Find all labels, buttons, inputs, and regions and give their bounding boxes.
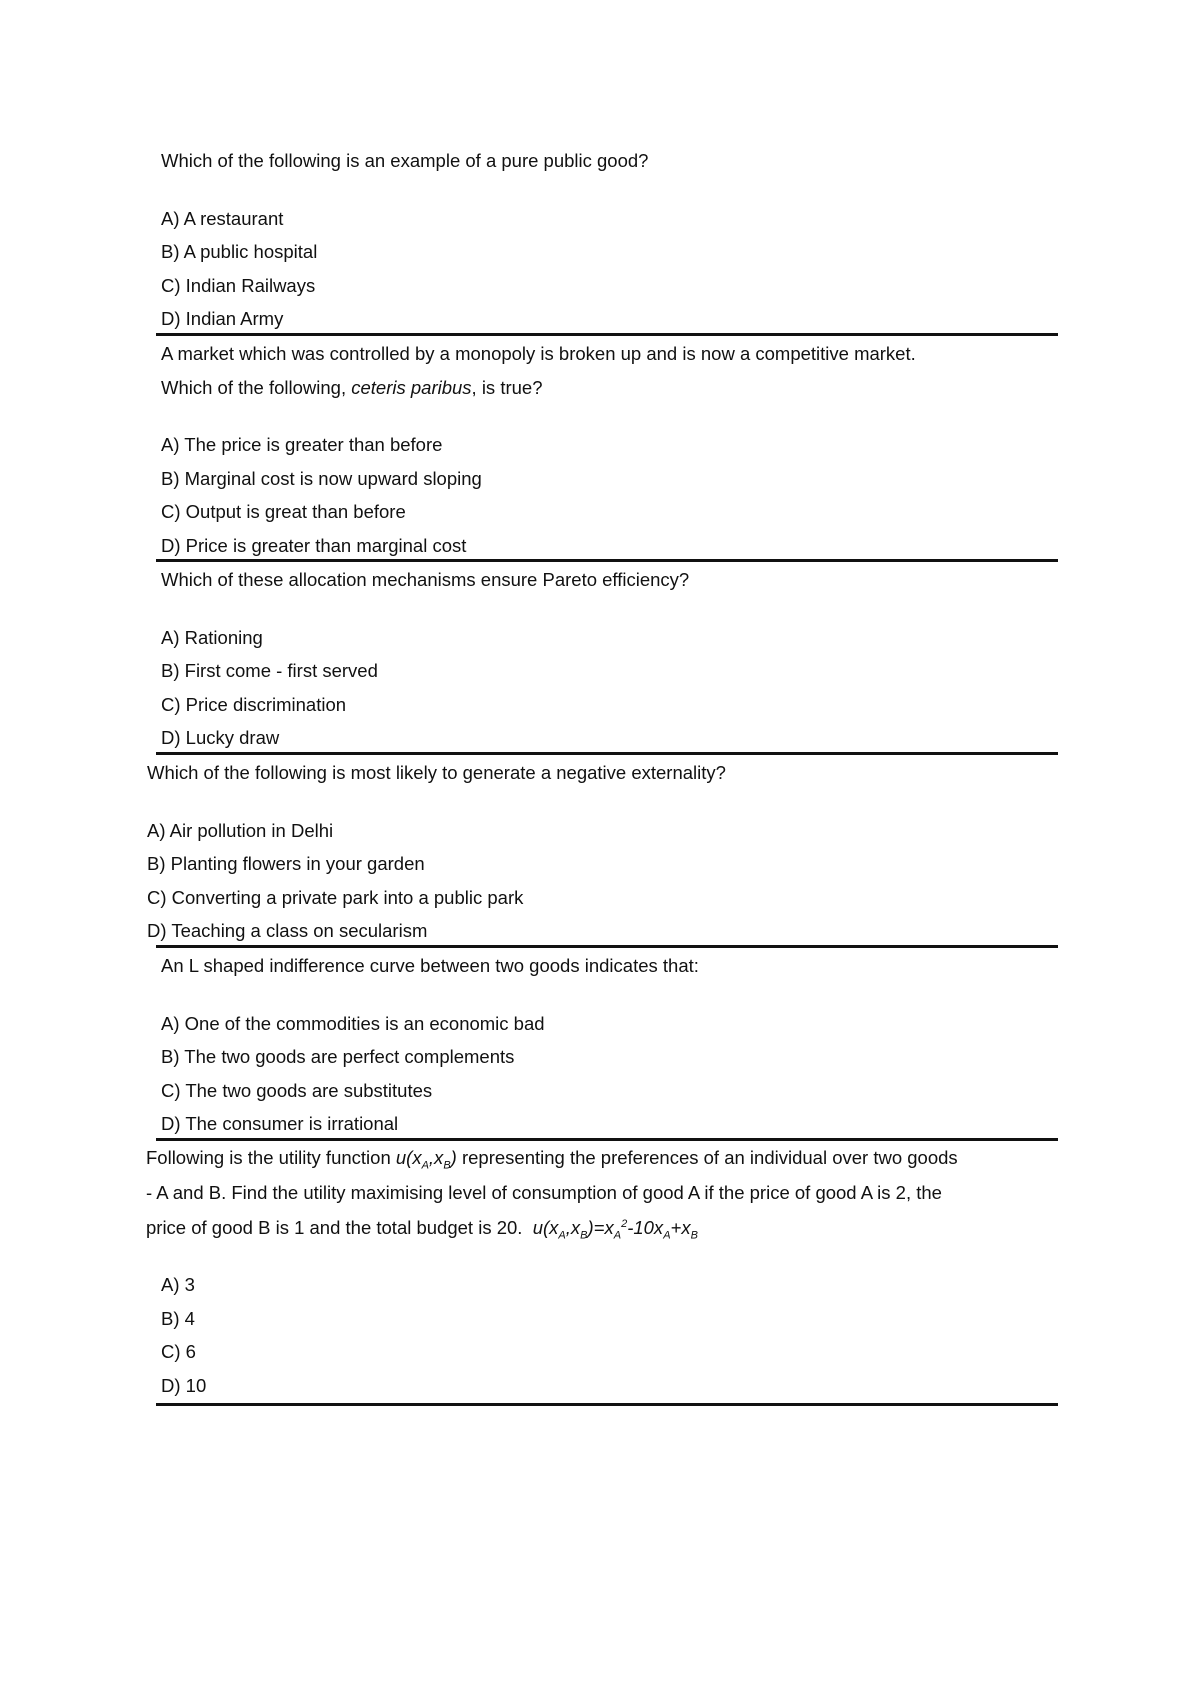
question-2 <box>161 337 916 562</box>
question-5-option-a: A) One of the commodities is an economic bad <box>161 1012 545 1034</box>
question-5-prompt: An L shaped indifference curve between two goods indicates that: <box>161 955 699 976</box>
question-5-option-d: D) The consumer is irrational <box>161 1113 399 1134</box>
question-6-option-b: B) 4 <box>161 1307 195 1329</box>
question-3 <box>161 563 689 755</box>
question-6-options <box>161 1268 206 1402</box>
utility-function-formula: $u(x_A,x_B)=x_A^2-10x_A+x_B$ <box>532 1217 698 1242</box>
question-4-option-d: D) Teaching a class on secularism <box>147 920 428 941</box>
question-6-option-c: C) 6 <box>161 1341 196 1362</box>
question-2-option-b: B) Marginal cost is now upward sloping <box>161 467 482 489</box>
question-1-prompt: Which of the following is an example of a pure public good? <box>161 150 649 171</box>
question-1 <box>161 144 648 336</box>
separator-rule <box>156 559 1058 562</box>
question-2-option-d: D) Price is greater than marginal cost <box>161 534 467 556</box>
question-1-option-c: C) Indian Railways <box>161 274 316 296</box>
question-6-option-d: D) 10 <box>161 1374 207 1396</box>
question-3-option-c: C) Price discrimination <box>161 693 347 715</box>
question-6-option-a: A) 3 <box>161 1274 195 1295</box>
question-2-option-c: C) Output is great than before <box>161 501 406 522</box>
question-4-option-a: A) Air pollution in Delhi <box>147 819 334 841</box>
question-1-option-a: A) A restaurant <box>161 207 284 229</box>
question-6 <box>146 1140 958 1245</box>
question-2-prompt-line-1: A market which was controlled by a monopoly is broken up and is now a competitive market. <box>161 343 916 364</box>
separator-rule <box>156 945 1058 948</box>
question-4-prompt: Which of the following is most likely to generate a negative externality? <box>147 762 726 783</box>
question-5-option-c: C) The two goods are substitutes <box>161 1079 433 1101</box>
ceteris-paribus-term: ceteris paribus <box>351 376 472 398</box>
question-3-option-a: A) Rationing <box>161 626 263 648</box>
question-4 <box>147 756 726 948</box>
question-1-option-d: D) Indian Army <box>161 308 284 329</box>
question-5-option-b: B) The two goods are perfect complements <box>161 1046 515 1067</box>
question-4-option-c: C) Converting a private park into a public park <box>147 886 524 908</box>
question-2-prompt-line-2: Which of the following, ceteris paribus, is true? <box>161 376 543 398</box>
question-3-option-d: D) Lucky draw <box>161 727 280 748</box>
question-1-option-b: B) A public hospital <box>161 241 318 262</box>
question-2-option-a: A) The price is greater than before <box>161 434 443 455</box>
question-6-prompt-line-3: price of good B is 1 and the total budget is 20. $u(x_A,x_B)=x_A^2-10x_A+x_B$ <box>146 1217 698 1242</box>
separator-rule <box>156 333 1058 336</box>
question-6-prompt-line-1: Following is the utility function $u(x_A,x_B)$ representing the preferences of an individual over two goods <box>146 1147 958 1172</box>
utility-function-symbol: $u(x_A,x_B)$ <box>395 1147 457 1172</box>
question-3-option-b: B) First come - first served <box>161 660 378 681</box>
question-4-option-b: B) Planting flowers in your garden <box>147 853 425 874</box>
question-3-prompt: Which of these allocation mechanisms ensure Pareto efficiency? <box>161 569 690 590</box>
separator-rule <box>156 1403 1058 1406</box>
separator-rule <box>156 752 1058 755</box>
question-5 <box>161 949 699 1141</box>
question-6-prompt-line-2: - A and B. Find the utility maximising level of consumption of good A if the price of good A is 2, the <box>146 1182 942 1203</box>
